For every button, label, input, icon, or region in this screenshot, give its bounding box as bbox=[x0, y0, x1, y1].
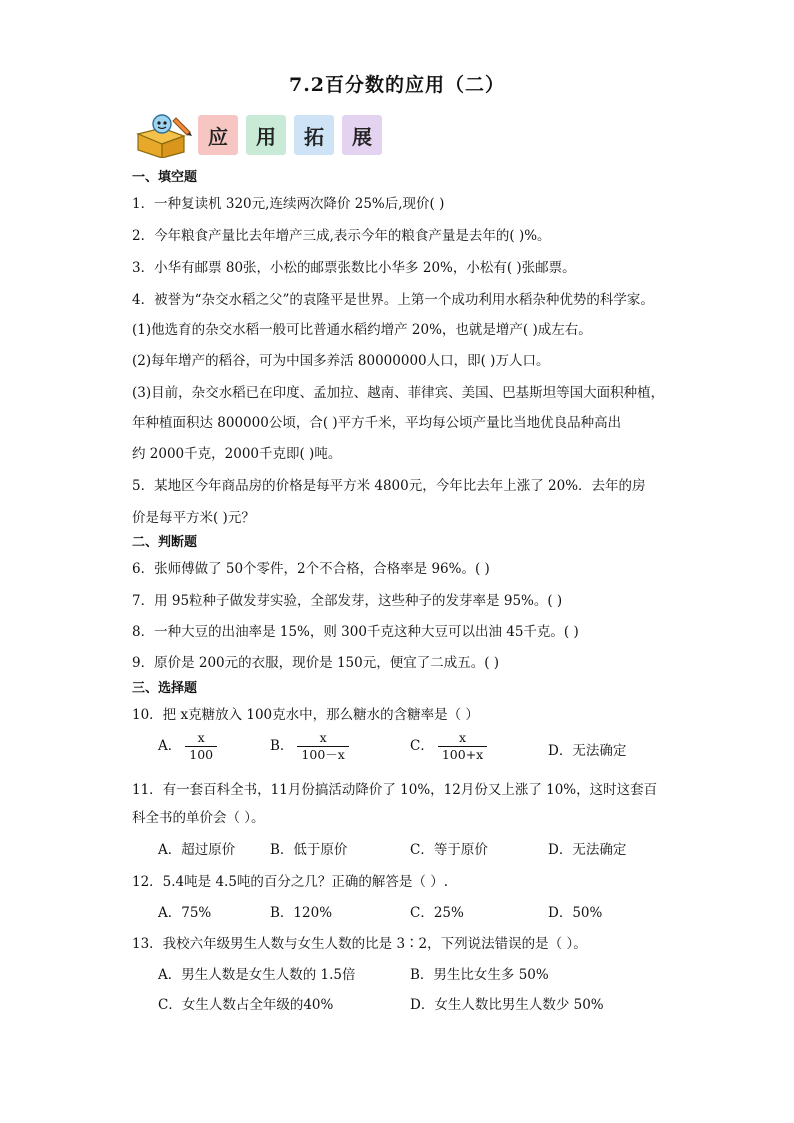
question-4-3-line2: 年种植面积达 800000公顷，合( )平方千米，平均每公顷产量比当地优良品种高出 bbox=[132, 415, 622, 431]
section-heading-fill: 一、填空题 bbox=[132, 170, 198, 185]
option-label: B． bbox=[270, 738, 294, 754]
question-10-option-d: D．无法确定 bbox=[548, 743, 627, 759]
banner-tile-tuo: 拓 bbox=[294, 115, 334, 155]
section-banner bbox=[132, 112, 390, 158]
fraction-b: $\frac{x}{100-x}$ bbox=[297, 730, 348, 763]
banner-tile-zhan: 展 bbox=[342, 115, 382, 155]
option-label: A． bbox=[158, 738, 182, 754]
question-13-option-a: A．男生人数是女生人数的 1.5倍 bbox=[158, 967, 356, 983]
question-13: 13．我校六年级男生人数与女生人数的比是 3∶2，下列说法错误的是（ ）。 bbox=[132, 936, 587, 952]
question-9: 9．原价是 200元的衣服，现价是 150元，便宜了二成五。( ) bbox=[132, 655, 500, 671]
question-6: 6．张师傅做了 50个零件，2个不合格，合格率是 96%。( ) bbox=[132, 561, 490, 577]
question-5-line2: 价是每平方米( )元？ bbox=[132, 510, 255, 526]
fraction-a: $\frac{x}{100}$ bbox=[185, 730, 217, 763]
question-1: 1．一种复读机 320元,连续两次降价 25%后,现价( ) bbox=[132, 196, 445, 212]
question-10-option-c bbox=[410, 730, 487, 763]
question-10-option-a bbox=[158, 730, 217, 763]
mascot-box-icon bbox=[132, 112, 194, 158]
question-12-option-b: B．120% bbox=[270, 905, 333, 921]
banner-tile-yong: 用 bbox=[246, 115, 286, 155]
question-11-option-b: B．低于原价 bbox=[270, 842, 348, 858]
question-13-option-b: B．男生比女生多 50% bbox=[410, 967, 549, 983]
section-heading-choice: 三、选择题 bbox=[132, 681, 198, 696]
question-2: 2．今年粮食产量比去年增产三成,表示今年的粮食产量是去年的( )%。 bbox=[132, 228, 551, 244]
question-5-line1: 5．某地区今年商品房的价格是每平方米 4800元，今年比去年上涨了 20%．去年的房 bbox=[132, 478, 646, 494]
question-4: 4．被誉为“杂交水稻之父”的袁隆平是世界。上第一个成功利用水稻杂种优势的科学家。 bbox=[132, 292, 654, 308]
question-12-option-d: D．50% bbox=[548, 905, 603, 921]
fraction-c: $\frac{x}{100+x}$ bbox=[438, 730, 487, 763]
question-10-option-b bbox=[270, 730, 349, 763]
question-12-option-c: C．25% bbox=[410, 905, 464, 921]
question-10: 10．把 x克糖放入 100克水中，那么糖水的含糖率是（ ） bbox=[132, 707, 479, 723]
question-4-2: (2)每年增产的稻谷，可为中国多养活 80000000人口，即( )万人口。 bbox=[132, 353, 550, 369]
question-13-option-d: D．女生人数比男生人数少 50% bbox=[410, 997, 604, 1013]
question-7: 7．用 95粒种子做发芽实验，全部发芽，这些种子的发芽率是 95%。( ) bbox=[132, 593, 563, 609]
question-11-option-d: D．无法确定 bbox=[548, 842, 627, 858]
question-11-option-a: A．超过原价 bbox=[158, 842, 236, 858]
question-3: 3．小华有邮票 80张，小松的邮票张数比小华多 20%，小松有( )张邮票。 bbox=[132, 260, 576, 276]
question-12-option-a: A．75% bbox=[158, 905, 212, 921]
question-11-option-c: C．等于原价 bbox=[410, 842, 488, 858]
section-heading-judge: 二、判断题 bbox=[132, 535, 198, 550]
question-4-3-line1: (3)目前，杂交水稻已在印度、孟加拉、越南、菲律宾、美国、巴基斯坦等国大面积种植， bbox=[132, 385, 665, 401]
page-title: 7.2百分数的应用（二） bbox=[288, 74, 506, 96]
option-label: C． bbox=[410, 738, 434, 754]
question-13-option-c: C．女生人数占全年级的40% bbox=[158, 997, 334, 1013]
question-4-1: (1)他选育的杂交水稻一般可比普通水稻约增产 20%，也就是增产( )成左右。 bbox=[132, 322, 592, 338]
question-4-3-line3: 约 2000千克，2000千克即( )吨。 bbox=[132, 446, 342, 462]
question-8: 8．一种大豆的出油率是 15%，则 300千克这种大豆可以出油 45千克。( ) bbox=[132, 624, 579, 640]
banner-tile-ying: 应 bbox=[198, 115, 238, 155]
question-11-line1: 11．有一套百科全书，11月份搞活动降价了 10%，12月份又上涨了 10%，这时这套百 bbox=[132, 782, 658, 798]
question-12: 12．5.4吨是 4.5吨的百分之几？正确的解答是（ ）. bbox=[132, 874, 448, 890]
question-11-line2: 科全书的单价会（ ）。 bbox=[132, 810, 265, 826]
